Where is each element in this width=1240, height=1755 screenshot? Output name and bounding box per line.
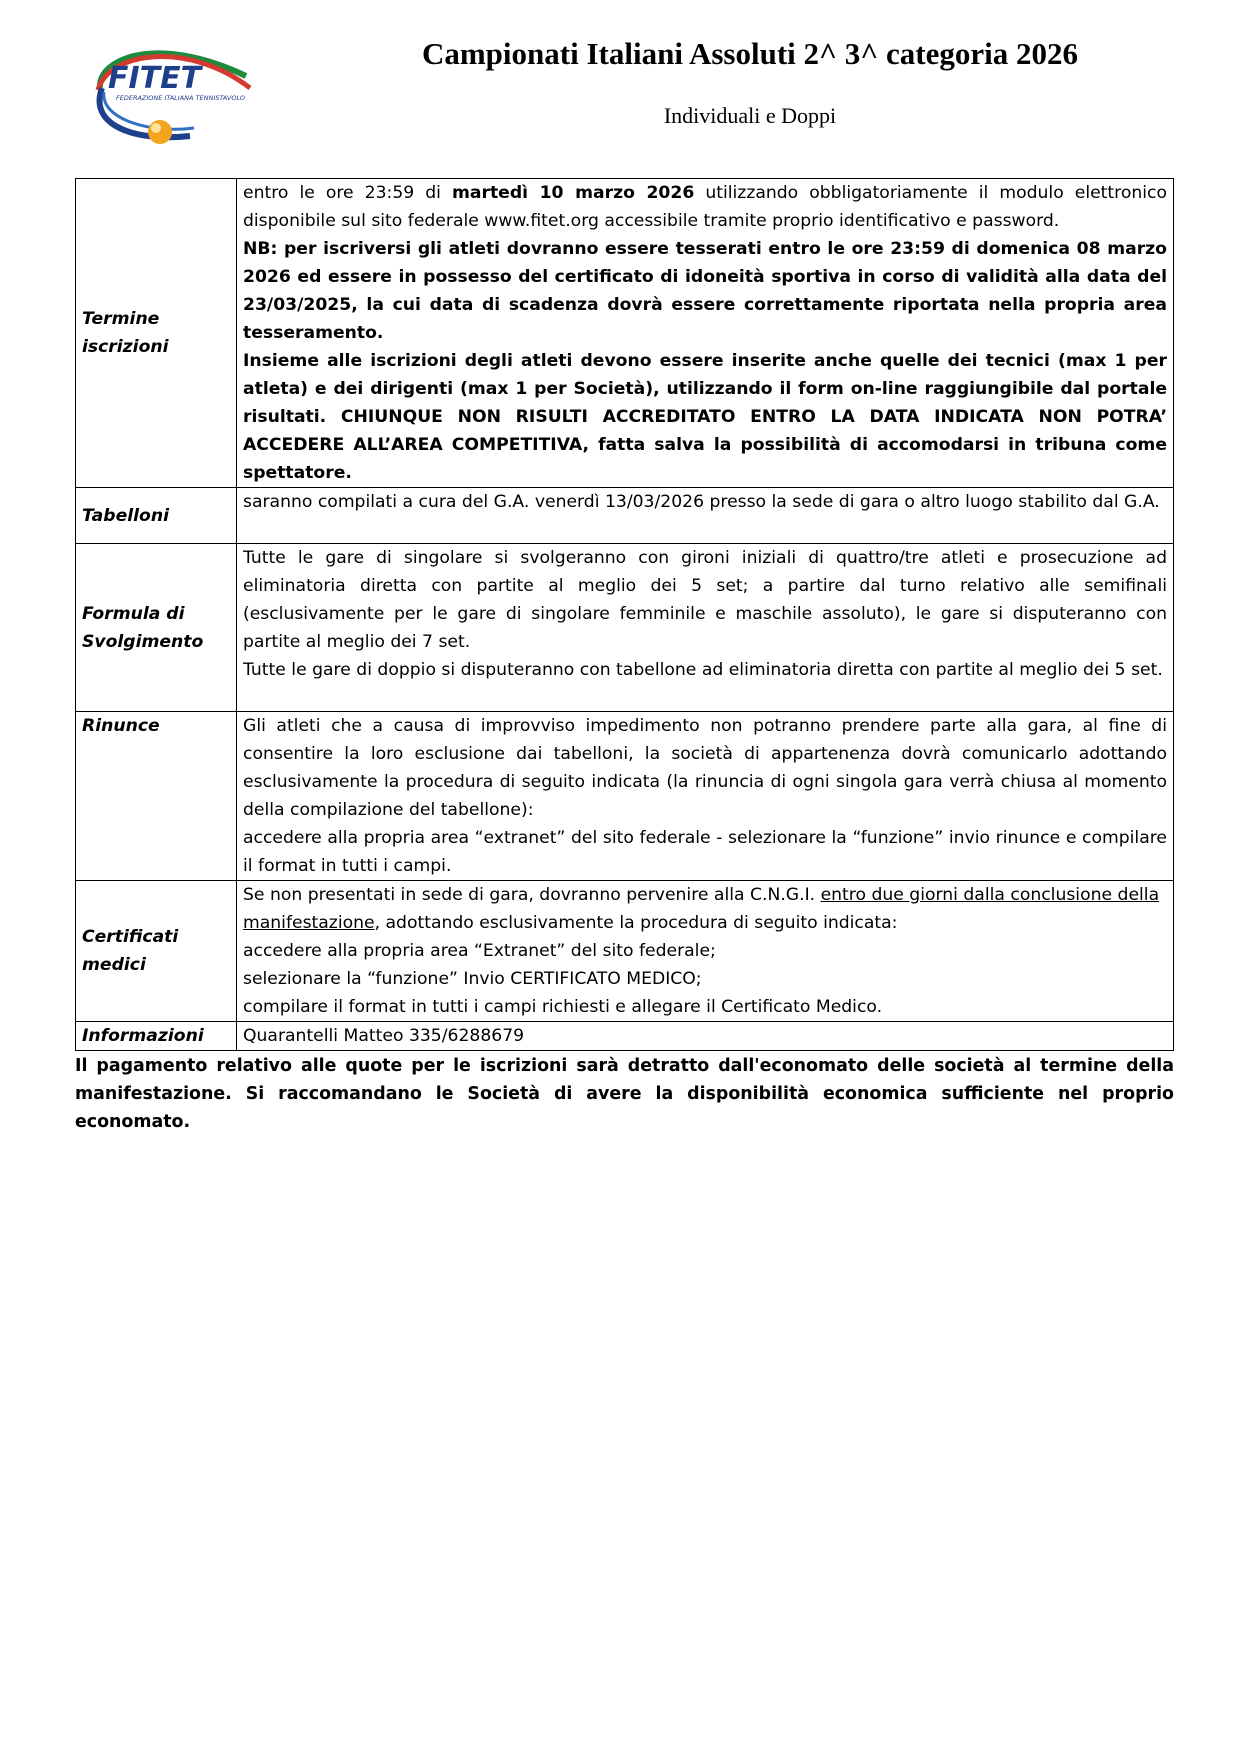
content-rinunce (237, 712, 1174, 881)
label-tabelloni: Tabelloni (76, 488, 237, 544)
row-formula (76, 544, 1174, 712)
row-tabelloni (76, 488, 1174, 544)
payment-note: Il pagamento relativo alle quote per le iscrizioni sarà detratto dall'economato delle società al termine della manifestazione. Si raccomandano le Società di avere la disponibilità economica sufficiente nel proprio economato. (75, 1056, 1174, 1132)
termine-paragraph-tecnici: Insieme alle iscrizioni degli atleti devono essere inserite anche quelle dei tecnici (max 1 per atleta) e dei dirigenti (max 1 per Società), utilizzando il form on-line raggiungibile dal portale risultati. CHIUNQUE NON RISULTI ACCREDITATO ENTRO LA DATA INDICATA NON POTRA’ ACCEDERE ALL’AREA COMPETITIVA, fatta salva la possibilità di accomodarsi in tribuna come spettatore. (243, 351, 1167, 483)
rinunce-paragraph-2: accedere alla propria area “extranet” del sito federale - selezionare la “funzione” invio rinunce e compilare il format in tutti i campi. (243, 828, 1167, 876)
termine-text-a: entro le ore 23:59 di (243, 183, 452, 203)
certificati-text-c: , adottando esclusivamente la procedura di seguito indicata: (374, 913, 898, 933)
label-informazioni: Informazioni (76, 1022, 237, 1051)
info-table (75, 178, 1174, 1051)
certificati-step-3: compilare il format in tutti i campi richiesti e allegare il Certificato Medico. (243, 997, 883, 1017)
row-certificati (76, 881, 1174, 1022)
label-rinunce: Rinunce (76, 712, 237, 881)
certificati-text-a: Se non presentati in sede di gara, dovranno pervenire alla C.N.G.I. (243, 885, 821, 905)
formula-paragraph-2: Tutte le gare di doppio si disputeranno con tabellone ad eliminatoria diretta con partite al meglio dei 5 set. (243, 660, 1163, 680)
content-informazioni (237, 1022, 1174, 1051)
label-termine-iscrizioni: Termine iscrizioni (76, 179, 237, 488)
row-rinunce (76, 712, 1174, 881)
informazioni-contact: Quarantelli Matteo 335/6288679 (243, 1026, 525, 1046)
logo-text: FITET (108, 61, 202, 96)
certificati-step-2: selezionare la “funzione” Invio CERTIFICATO MEDICO; (243, 969, 702, 989)
certificati-step-1: accedere alla propria area “Extranet” del sito federale; (243, 941, 716, 961)
content-certificati (237, 881, 1174, 1022)
content-tabelloni (237, 488, 1174, 544)
fitet-logo (78, 30, 253, 148)
label-formula: Formula di Svolgimento (76, 544, 237, 712)
row-informazioni (76, 1022, 1174, 1051)
content-termine-iscrizioni (237, 179, 1174, 488)
termine-paragraph-nb: NB: per iscriversi gli atleti dovranno essere tesserati entro le ore 23:59 di domenica 08 marzo 2026 ed essere in possesso del certificato di idoneità sportiva in corso di validità alla data del 23/03/2025, la cui data di scadenza dovrà essere correttamente riportata nella propria area tesseramento. (243, 239, 1167, 343)
certificati-underlined-deadline: entro due giorni dalla conclusione della manifestazione (243, 885, 1160, 933)
certificati-paragraph-1 (243, 881, 1167, 937)
content-formula (237, 544, 1174, 712)
page-subtitle: Individuali e Doppi (663, 103, 837, 128)
termine-text-c: utilizzando obbligatoriamente il modulo elettronico disponibile sul sito federale www.fitet.org accessibile tramite proprio identificativo e password. (243, 183, 1167, 231)
tabelloni-text: saranno compilati a cura del G.A. venerdì 13/03/2026 presso la sede di gara o altro luogo stabilito dal G.A. (243, 492, 1160, 512)
formula-paragraph-1: Tutte le gare di singolare si svolgeranno con gironi iniziali di quattro/tre atleti e prosecuzione ad eliminatoria diretta con partite al meglio dei 5 set; a partire dal turno relativo alle semifinali (esclusivamente per le gare di singolare femminile e maschile assoluto), le gare si disputeranno con partite al meglio dei 7 set. (243, 548, 1167, 652)
row-termine-iscrizioni (76, 179, 1174, 488)
logo-subtext: FEDERAZIONE ITALIANA TENNISTAVOLO (116, 94, 245, 102)
page-title: Campionati Italiani Assoluti 2^ 3^ categoria 2026 (421, 36, 1079, 71)
termine-paragraph-1 (243, 179, 1167, 235)
label-certificati: Certificati medici (76, 881, 237, 1022)
rinunce-paragraph-1: Gli atleti che a causa di improvviso impedimento non potranno prendere parte alla gara, al fine di consentire la loro esclusione dai tabelloni, la società di appartenenza dovrà comunicarlo adottando esclusivamente la procedura di seguito indicata (la rinuncia di ogni singola gara verrà chiusa al momento della compilazione del tabellone): (243, 716, 1167, 820)
termine-deadline-date: martedì 10 marzo 2026 (451, 183, 695, 203)
